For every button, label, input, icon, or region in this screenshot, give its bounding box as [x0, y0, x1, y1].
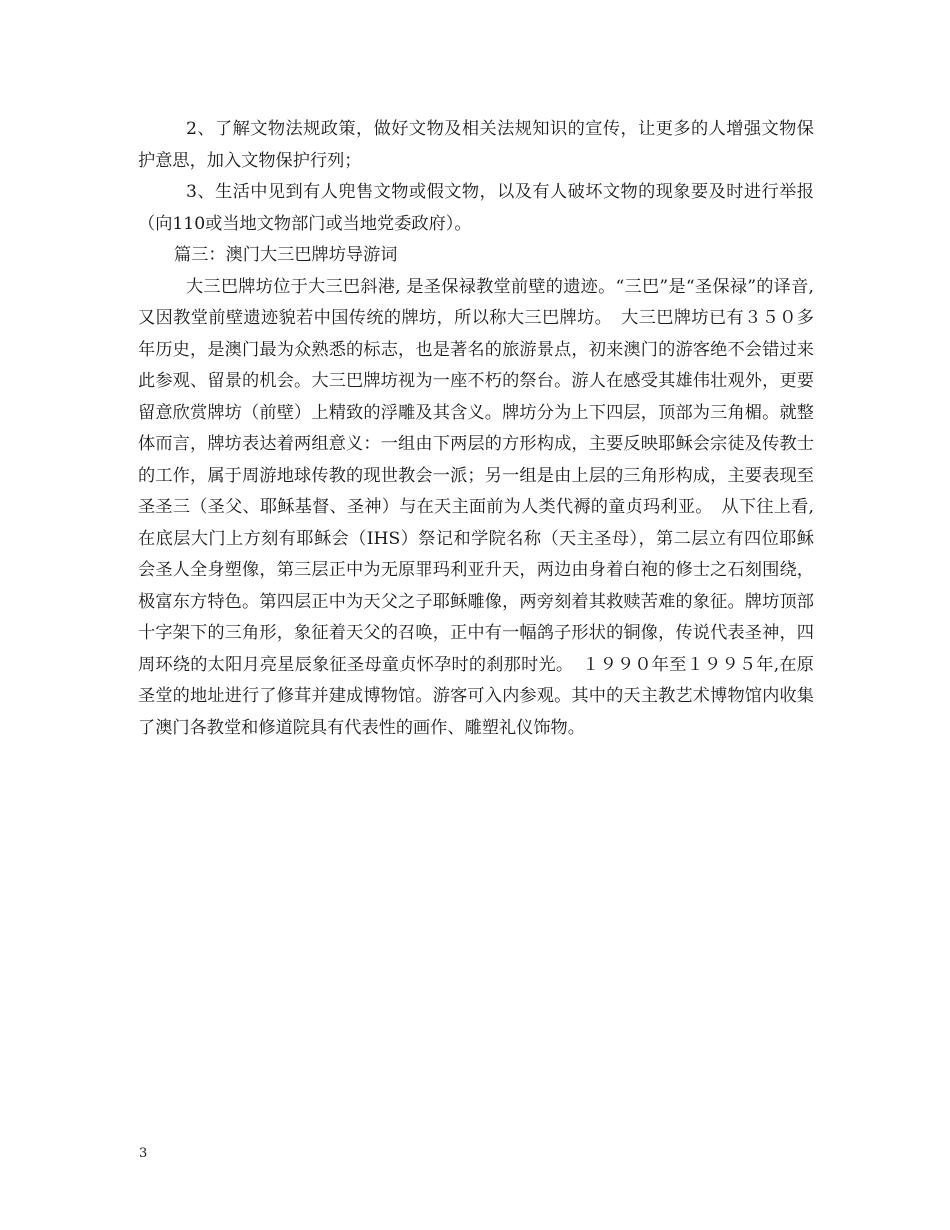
page-number: 3	[139, 1146, 148, 1161]
paragraph-item-2: 2、了解文物法规政策，做好文物及相关法规知识的宣传，让更多的人增强文物保护意思，加入文物保护行列；	[138, 119, 814, 171]
document-body	[138, 114, 814, 744]
section-heading: 篇三：澳门大三巴牌坊导游词	[174, 245, 398, 265]
body-paragraph: 大三巴牌坊位于大三巴斜港, 是圣保禄教堂前壁的遗迹。“三巴”是“圣保禄”的译音, 又因教堂前壁遗迹貌若中国传统的牌坊，所以称大三巴牌坊。 大三巴牌坊已有３５０多年历史，是澳门最为众熟悉的标志，也是著名的旅游景点，初来澳门的游客绝不会错过来此参观、留景的机会。大三巴牌坊视为一座不朽的祭台。游人在感受其雄伟壮观外，更要留意欣赏牌坊（前壁）上精致的浮雕及其含义。牌坊分为上下四层，顶部为三角楣。就整体而言，牌坊表达着两组意义：一组由下两层的方形构成，主要反映耶稣会宗徒及传教士的工作，属于周游地球传教的现世教会一派；另一组是由上层的三角形构成，主要表现至圣圣三（圣父、耶稣基督、圣神）与在天主面前为人类代褥的童贞玛利亚。 从下往上看,在底层大门上方刻有耶稣会（IHS）祭记和学院名称（天主圣母），第二层立有四位耶稣会圣人全身塑像，第三层正中为无原罪玛利亚升天，两边由身着白袍的修士之石刻围绕，极富东方特色。第四层正中为天父之子耶稣雕像，两旁刻着其救赎苦难的象征。牌坊顶部十字架下的三角形，象征着天父的召唤，正中有一幅鸽子形状的铜像，传说代表圣神，四周环绕的太阳月亮星辰象征圣母童贞怀孕时的刹那时光。 １９９０年至１９９５年,在原圣堂的地址进行了修茸并建成博物馆。游客可入内参观。其中的天主教艺术博物馆内收集了澳门各教堂和修道院具有代表性的画作、雕塑礼仪饰物。	[138, 276, 814, 738]
paragraph-item-3: 3、生活中见到有人兜售文物或假文物，以及有人破坏文物的现象要及时进行举报（向110或当地文物部门或当地党委政府）。	[138, 182, 814, 234]
